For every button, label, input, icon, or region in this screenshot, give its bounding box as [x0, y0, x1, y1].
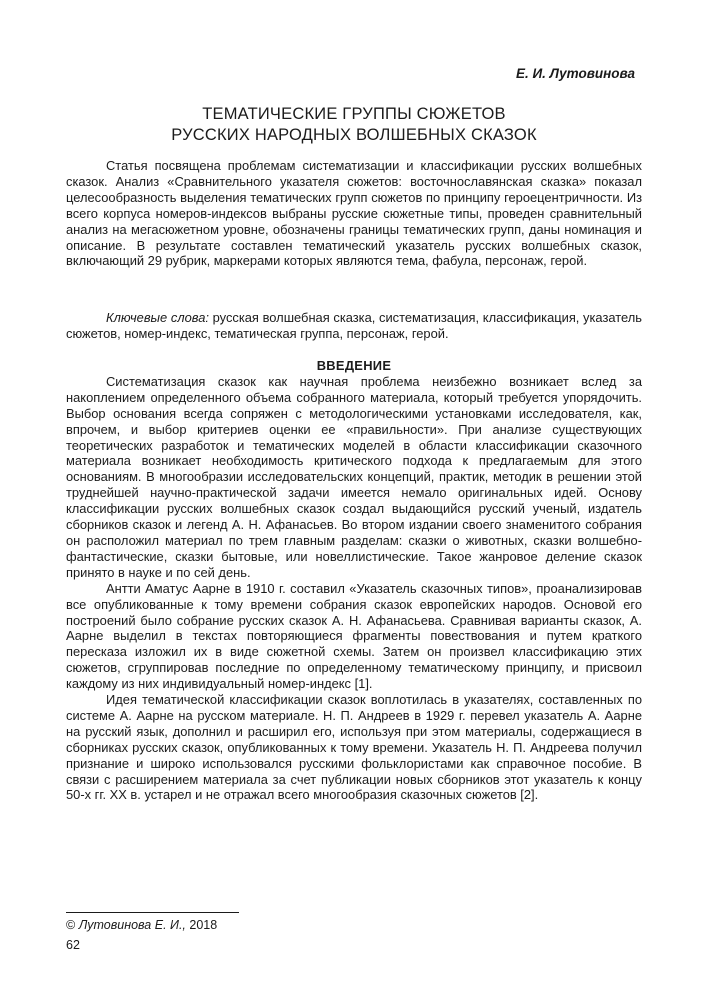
keywords-text: русская волшебная сказка, систематизация, классификация, указатель сюжетов, номер-индекс, тематическая группа, персонаж, герой.: [66, 310, 642, 341]
title-line-1: ТЕМАТИЧЕСКИЕ ГРУППЫ СЮЖЕТОВ: [202, 105, 506, 123]
copyright-year: 2018: [189, 918, 218, 932]
keywords-label: Ключевые слова:: [106, 310, 209, 325]
keywords-paragraph: [66, 310, 642, 342]
copyright-author: Лутовинова Е. И.,: [78, 918, 186, 932]
section-title: ВВЕДЕНИЕ: [316, 358, 392, 373]
page-number: 62: [66, 938, 80, 952]
header-author: Е. И. Лутовинова: [515, 66, 635, 81]
keywords: [66, 310, 642, 342]
footnote-rule: [66, 912, 239, 913]
copyright-symbol: ©: [66, 918, 76, 932]
body-paragraph-3: Идея тематической классификации сказок воплотилась в указателях, составленных по системе А. Аарне на русском материале. Н. П. Андреев в 1929 г. перевел указатель А. Аарне на русский язык, дополнил и расширил его, используя при этом материалы, содержащиеся в сборниках русских сказок, опубликованных к тому времени. Указатель Н. П. Андреева получил признание и широко использовался русскими фольклористами как справочное пособие. В связи с расширением материала за счет публикации новых сборников этот указатель к концу 50-х гг. XX в. устарел и не отражал всего многообразия сказочных сюжетов [2].: [66, 692, 642, 803]
title-line-2: РУССКИХ НАРОДНЫХ ВОЛШЕБНЫХ СКАЗОК: [171, 126, 537, 144]
introduction-section: [66, 358, 642, 803]
abstract: [66, 158, 642, 269]
body-paragraph-2: Антти Аматус Аарне в 1910 г. составил «Указатель сказочных типов», проанализировав все опубликованные к тому времени собрания сказок европейских народов. Основой его построений было собрание русских сказок А. Н. Афанасьева. Сравнивая варианты сказок, А. Аарне выделил в текстах повторяющиеся фрагменты повествования и путем краткого пересказа изложил их в виде сюжетной схемы. Затем он произвел классификацию этих сюжетов, сгруппировав последние по определенному тематическому принципу, и присвоил каждому из них индивидуальный номер-индекс [1].: [66, 580, 642, 692]
copyright-footnote: [66, 918, 217, 932]
article-title: [66, 104, 642, 146]
body-paragraph-1: Систематизация сказок как научная проблема неизбежно возникает вслед за накоплением определенного объема собранного материала, который требуется упорядочить. Выбор основания всегда сопряжен с методологическими установками исследователя, как, впрочем, и выбор критериев оценки ее «правильности». При анализе существующих теоретических разработок и тематических моделей в области классификации сказочного материала возникает необходимость критического подхода к предлагаемым для этого основаниям. В многообразии исследовательских концепций, практик, методик в решении этой труднейшей научно-практической задачи имеется немало оригинальных идей. Основу классификации русских волшебных сказок создал выдающийся русский ученый, издатель сборников сказок и легенд А. Н. Афанасьев. Во втором издании своего знаменитого собрания он расположил материал по трем главным разделам: сказки о животных, сказки волшебно-фантастические, сказки бытовые, или новеллистические. Такое жанровое деление сказок принято в науке и по сей день.: [66, 373, 642, 580]
abstract-text: Статья посвящена проблемам систематизации и классификации русских волшебных сказок. Анализ «Сравнительного указателя сюжетов: восточнославянская сказка» показал целесообразность выделения тематических групп сюжетов по принципу героецентричности. Из всего корпуса номеров-индексов выбраны русские сюжетные типы, проведен сравнительный анализ на мегасюжетном уровне, обозначены границы тематических групп, даны номинация и описание. В результате составлен тематический указатель русских волшебных сказок, включающий 29 рубрик, маркерами которых являются тема, фабула, персонаж, герой.: [66, 158, 642, 269]
